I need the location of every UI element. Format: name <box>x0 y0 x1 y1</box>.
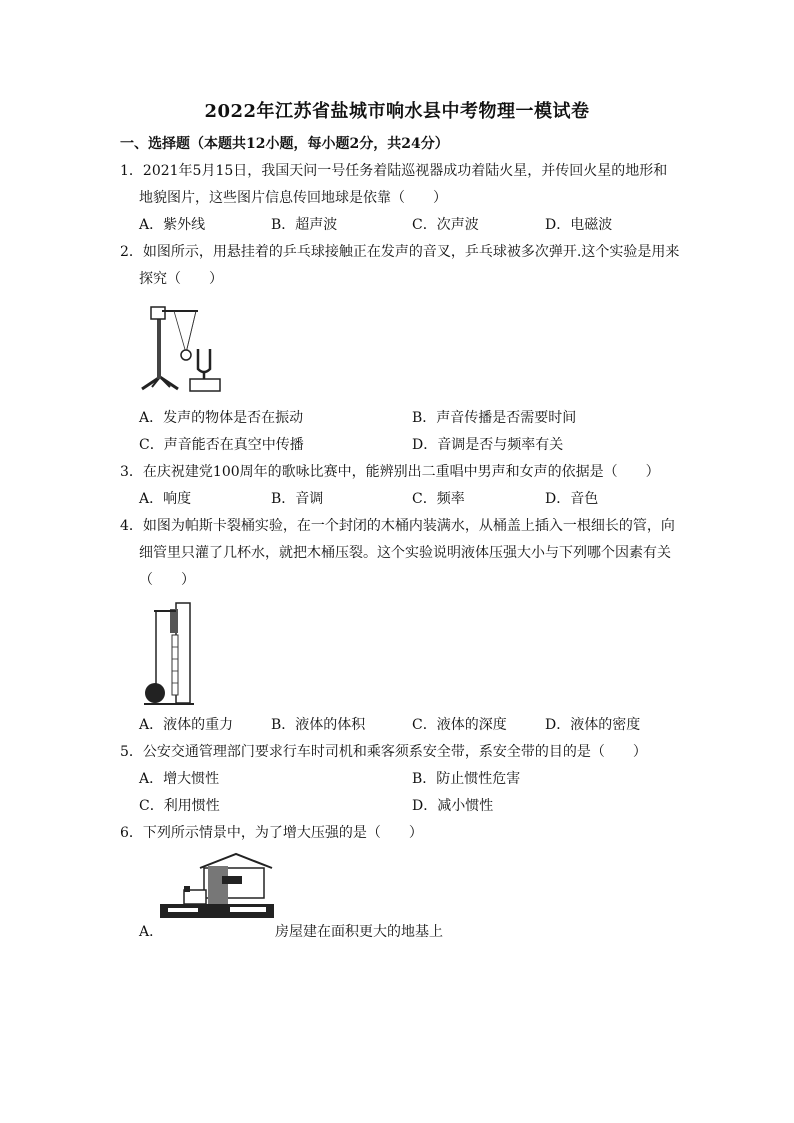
question-3-option-c: C．频率 <box>412 491 465 507</box>
question-1-line-2: 地貌图片，这些图片信息传回地球是依靠（ ） <box>139 190 447 206</box>
question-4-line-1: 4．如图为帕斯卡裂桶实验，在一个封闭的木桶内装满水，从桶盖上插入一根细长的管，向 <box>120 518 675 534</box>
question-3-option-d: D．音色 <box>545 491 599 507</box>
question-2-option-b: B．声音传播是否需要时间 <box>412 410 577 426</box>
question-2-line-1: 2．如图所示，用悬挂着的乒乓球接触正在发声的音叉，乒乓球被多次弹开.这个实验是用来 <box>120 244 680 260</box>
barrel <box>145 683 165 703</box>
question-3-option-a: A．响度 <box>139 491 192 507</box>
question-4-option-b: B．液体的体积 <box>271 717 366 733</box>
question-5-option-c: C．利用惯性 <box>139 798 220 814</box>
question-4-option-a: A．液体的重力 <box>139 717 234 733</box>
question-4-line-3: （ ） <box>139 572 195 588</box>
question-2-line-2: 探究（ ） <box>139 271 223 287</box>
pingpong-ball <box>181 350 191 360</box>
annex <box>184 890 206 904</box>
question-6-line-1: 6．下列所示情景中，为了增大压强的是（ ） <box>120 825 423 841</box>
resonance-box <box>190 379 220 391</box>
roof <box>200 854 272 868</box>
question-5-option-a: A．增大惯性 <box>139 771 220 787</box>
question-4-option-c: C．液体的深度 <box>412 717 507 733</box>
question-5-option-d: D．减小惯性 <box>412 798 494 814</box>
string-right <box>174 311 186 353</box>
question-2-option-c: C．声音能否在真空中传播 <box>139 437 304 453</box>
question-3-option-b: B．音调 <box>271 491 324 507</box>
tuning-fork <box>198 349 210 372</box>
page-title: 2022年江苏省盐城市响水县中考物理一模试卷 <box>204 101 590 122</box>
question-1-option-a: A．紫外线 <box>139 217 206 233</box>
question-2-option-d: D．音调是否与频率有关 <box>412 437 564 453</box>
section-heading: 一、选择题（本题共12小题，每小题2分，共24分） <box>120 136 449 152</box>
stand-clamp <box>151 307 165 319</box>
question-3-line-1: 3．在庆祝建党100周年的歌咏比赛中，能辨别出二重唱中男声和女声的依据是（ ） <box>120 464 660 480</box>
question-4-line-2: 细管里只灌了几杯水，就把木桶压裂。这个实验说明液体压强大小与下列哪个因素有关 <box>139 545 671 561</box>
ladder <box>172 635 178 695</box>
question-5-line-1: 5．公安交通管理部门要求行车时司机和乘客须系安全带，系安全带的目的是（ ） <box>120 744 647 760</box>
house-foundation-figure <box>160 852 274 922</box>
question-2-option-a: A．发声的物体是否在振动 <box>139 410 304 426</box>
person-top <box>170 609 178 633</box>
pascal-barrel-figure <box>140 601 198 707</box>
tuning-fork-pingpong-figure <box>138 297 230 397</box>
question-6-option-a-letter: A． <box>139 924 164 940</box>
question-1-option-b: B．超声波 <box>271 217 338 233</box>
question-1-line-1: 1．2021年5月15日，我国天问一号任务着陆巡视器成功着陆火星，并传回火星的地形和 <box>120 163 668 179</box>
question-4-option-d: D．液体的密度 <box>545 717 641 733</box>
question-1-option-d: D．电磁波 <box>545 217 613 233</box>
question-1-option-c: C．次声波 <box>412 217 479 233</box>
question-6-option-a-text: 房屋建在面积更大的地基上 <box>275 924 443 940</box>
question-5-option-b: B．防止惯性危害 <box>412 771 521 787</box>
